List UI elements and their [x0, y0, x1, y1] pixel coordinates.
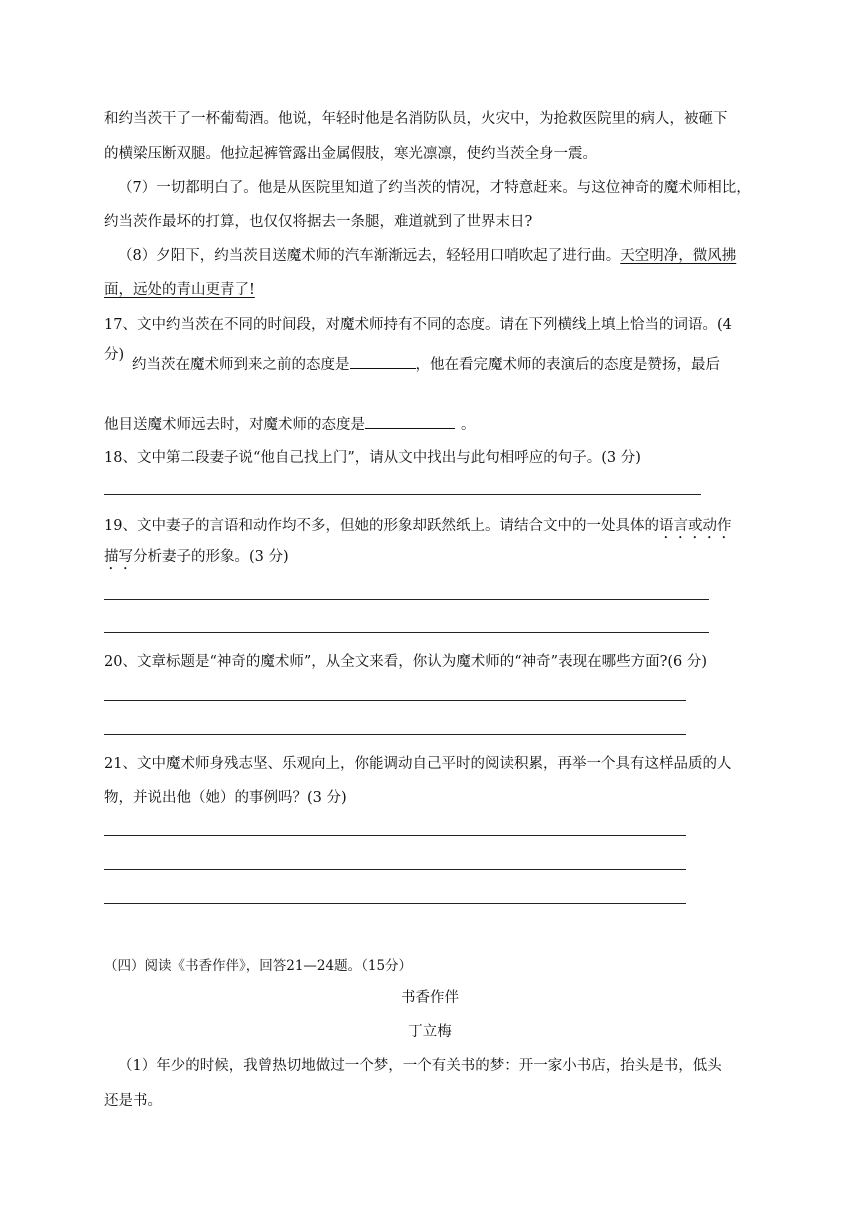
question-20: 20、文章标题是“神奇的魔术师”，从全文来看，你认为魔术师的“神奇”表现在哪些方面?(6 分) [104, 654, 708, 670]
q18-answer-line[interactable] [104, 494, 701, 495]
passage-p6-line2: 的横梁压断双腿。他拉起裤管露出金属假肢，寒光凛凛，使约当茨全身一震。 [104, 146, 597, 162]
passage-p8-underlined-end: 面，远处的青山更青了! [104, 282, 255, 298]
passage-p7-line1: （7）一切都明白了。他是从医院里知道了约当茨的情况，才特意赶来。与这位神奇的魔术师相比， [118, 180, 751, 196]
q19-emphasis-a: 语言或动作 [658, 518, 732, 534]
q17-prompt-b: ，他在看完魔术师的表演后的态度是赞扬，最后 [415, 357, 720, 373]
q21-answer-line-3[interactable] [104, 903, 686, 904]
q17-prompt-a: 约当茨在魔术师到来之前的态度是 [132, 357, 350, 373]
q20-answer-line-2[interactable] [104, 734, 686, 735]
passage-p8-underlined: 天空明净，微风拂 [620, 248, 737, 264]
section-4-heading: （四）阅读《书香作伴》，回答21—24题。（15分） [104, 958, 413, 974]
q21-answer-line-1[interactable] [104, 835, 686, 836]
question-18: 18、文中第二段妻子说“他自己找上门”，请从文中找出与此句相呼应的句子。(3 分) [104, 450, 641, 466]
q19-text-b: 分析妻子的形象。(3 分) [133, 549, 289, 565]
passage-p8-line2 [104, 279, 758, 301]
article-title: 书香作伴 [401, 990, 459, 1006]
article-author: 丁立梅 [408, 1024, 452, 1040]
question-17-fill-line1 [132, 353, 786, 376]
q20-answer-line-1[interactable] [104, 700, 686, 701]
question-21-line2: 物，并说出他（她）的事例吗？(3 分) [104, 790, 347, 806]
q17-prompt-c: 他目送魔术师远去时，对魔术师的态度是 [104, 417, 365, 433]
question-21-line1: 21、文中魔术师身残志坚、乐观向上，你能调动自己平时的阅读积累，再举一个具有这样品质的人 [104, 756, 732, 772]
passage-p8-line1 [118, 245, 772, 267]
q19-text-a: 19、文中妻子的言语和动作均不多，但她的形象却跃然纸上。请结合文中的一处具体的 [104, 518, 659, 534]
q21-answer-line-2[interactable] [104, 869, 686, 870]
q17-answer-blank-2[interactable] [365, 413, 455, 429]
q19-answer-line-1[interactable] [104, 599, 709, 600]
question-17-line2: 分) [104, 347, 125, 363]
question-17-fill-line2 [104, 413, 758, 436]
q17-answer-blank-1[interactable] [350, 353, 416, 369]
q19-emphasis-b: 描写 [104, 549, 133, 565]
question-19-line2 [104, 546, 758, 573]
article-p1-line1: （1）年少的时候，我曾热切地做过一个梦，一个有关书的梦：开一家小书店，抬头是书，低头 [118, 1058, 722, 1074]
q19-answer-line-2[interactable] [104, 632, 709, 633]
article-p1-line2: 还是书。 [104, 1093, 162, 1109]
passage-p8-text: （8）夕阳下，约当茨目送魔术师的汽车渐渐远去，轻轻用口哨吹起了进行曲。 [118, 248, 621, 264]
passage-p7-line2: 约当茨作最坏的打算，也仅仅将据去一条腿，难道就到了世界末日? [104, 214, 533, 230]
passage-p6-line1: 和约当茨干了一杯葡萄酒。他说，年轻时他是名消防队员，火灾中，为抢救医院里的病人，被砸下 [104, 111, 728, 127]
question-19-line1 [104, 515, 758, 542]
question-17-line1: 17、文中约当茨在不同的时间段，对魔术师持有不同的态度。请在下列横线上填上恰当的词语。(4 [104, 317, 732, 333]
q17-prompt-d: 。 [461, 417, 476, 433]
